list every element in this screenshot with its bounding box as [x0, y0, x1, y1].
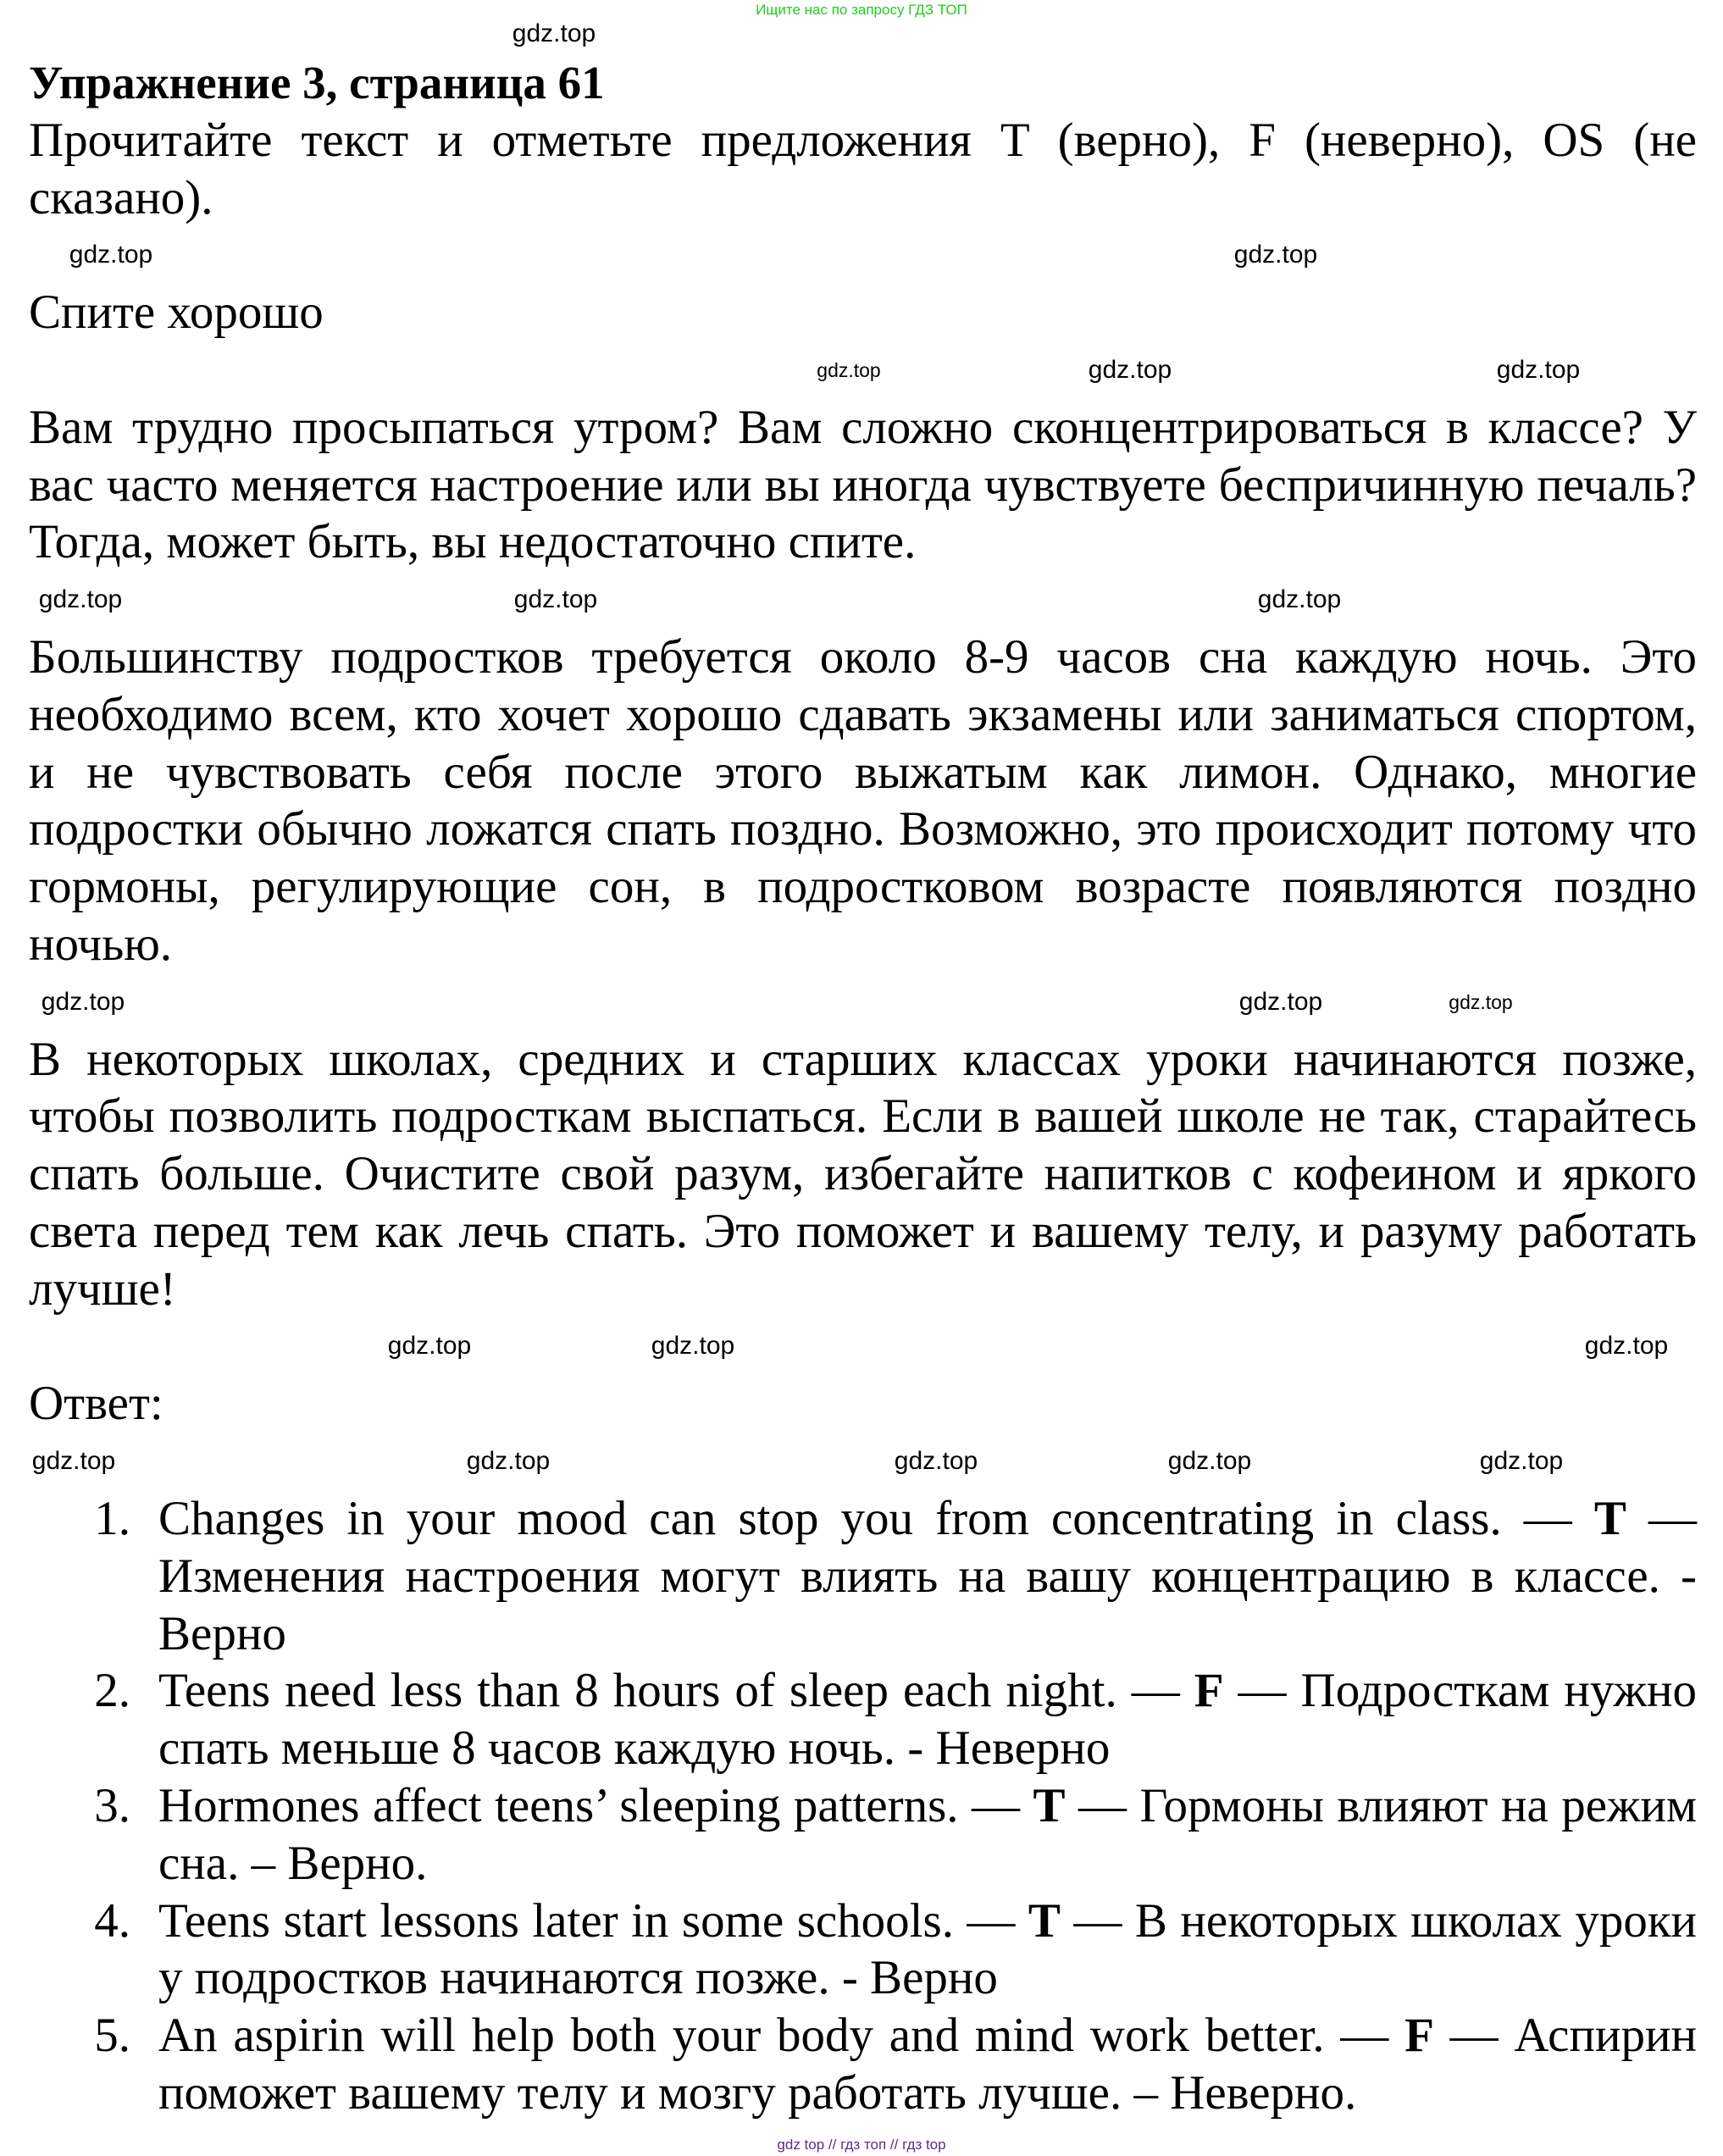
- watermark: gdz.top: [41, 987, 125, 1016]
- answer-label: Ответ:: [29, 1377, 163, 1431]
- item-russian: — Подросткам нужно спать меньше 8 часов каждую ночь. - Неверно: [158, 1664, 1697, 1776]
- watermark: gdz.top: [1167, 1447, 1252, 1476]
- list-item: [29, 1893, 1697, 2008]
- item-mark: T: [1593, 1491, 1626, 1545]
- blank-line: [29, 973, 1697, 1031]
- search-banner[interactable]: Ищите нас по запросу ГДЗ ТОП: [756, 2, 967, 18]
- item-number: 5.: [94, 2009, 130, 2063]
- blank-line: [29, 1318, 1697, 1376]
- item-number: 2.: [94, 1664, 130, 1718]
- watermark: gdz.top: [1238, 987, 1323, 1016]
- watermark: gdz.top: [38, 585, 123, 614]
- item-english: Teens start lessons later in some schools. —: [158, 1893, 1016, 1948]
- watermark: gdz.top: [387, 1332, 472, 1361]
- text-title: Спите хорошо: [29, 285, 324, 340]
- paragraph: Большинству подростков требуется около 8-9 часов сна каждую ночь. Это необходимо всем, кто хочет хорошо сдавать экзамены или заниматься спортом, и не чувствовать себя после этого выжатым как лимон. Однако, многие подростки обычно ложатся спать поздно. Возможно, это происходит потому что гормоны, регулирующие сон, в подростковом возрасте появляются поздно ночью.: [29, 629, 1697, 971]
- watermark: gdz.top: [1449, 990, 1513, 1013]
- item-mark: F: [1194, 1664, 1224, 1718]
- item-mark: T: [1033, 1778, 1066, 1832]
- watermark: gdz.top: [466, 1447, 551, 1476]
- watermark: gdz.top: [894, 1447, 978, 1476]
- item-russian: — Аспирин поможет вашему телу и мозгу работать лучше. – Неверно.: [158, 2009, 1697, 2120]
- blank-line: [29, 341, 1697, 399]
- item-english: Hormones affect teens’ sleeping patterns. —: [158, 1778, 1021, 1832]
- blank-line: [29, 1433, 1697, 1490]
- item-english: Changes in your mood can stop you from concentrating in class. —: [158, 1491, 1572, 1545]
- paragraph: Вам трудно просыпаться утром? Вам сложно сконцентрироваться в классе? У вас часто меняется настроение или вы иногда чувствуете беспричинную печаль? Тогда, может быть, вы недостаточно спите.: [29, 400, 1697, 569]
- watermark: gdz.top: [31, 1447, 116, 1476]
- watermark: gdz.top: [1257, 585, 1342, 614]
- blank-line: [29, 226, 1697, 284]
- item-english: Teens need less than 8 hours of sleep each night. —: [158, 1664, 1180, 1718]
- watermark: gdz.top: [69, 241, 153, 269]
- watermark: gdz.top: [1496, 355, 1581, 384]
- page-title: Упражнение 3, страница 61: [29, 57, 605, 108]
- item-mark: F: [1404, 2009, 1434, 2063]
- item-english: An aspirin will help both your body and mind work better. —: [158, 2009, 1389, 2063]
- item-russian: — В некоторых школах уроки у подростков начинаются позже. - Верно: [158, 1893, 1698, 2005]
- watermark: gdz.top: [1088, 355, 1172, 384]
- instruction: Прочитайте текст и отметьте предложения T (верно), F (неверно), OS (не сказано).: [29, 113, 1697, 224]
- item-number: 3.: [94, 1778, 130, 1832]
- item-russian: — Гормоны влияют на режим сна. – Верно.: [158, 1778, 1698, 1890]
- watermark: gdz.top: [651, 1332, 735, 1361]
- watermark: gdz.top: [1479, 1447, 1564, 1476]
- watermark: gdz.top: [1584, 1332, 1669, 1361]
- item-russian: — Изменения настроения могут влиять на вашу концентрацию в классе. - Верно: [158, 1491, 1697, 1660]
- watermark: gdz.top: [1233, 241, 1318, 269]
- watermark: gdz.top: [513, 585, 598, 614]
- footer-watermark: gdz top // гдз топ // гдз top: [777, 2137, 946, 2153]
- list-item: [29, 1662, 1697, 1777]
- item-number: 1.: [94, 1491, 130, 1545]
- paragraph: В некоторых школах, средних и старших классах уроки начинаются позже, чтобы позволить подросткам выспаться. Если в вашей школе не так, старайтесь спать больше. Очистите свой разум, избегайте напитков с кофеином и яркого света перед тем как лечь спать. Это поможет и вашему телу, и разуму работать лучше!: [29, 1032, 1697, 1316]
- answer-list: [29, 1490, 1697, 2122]
- list-item: [29, 1490, 1697, 1662]
- list-item: [29, 2007, 1697, 2122]
- item-mark: T: [1028, 1893, 1061, 1948]
- item-number: 4.: [94, 1893, 130, 1948]
- watermark: gdz.top: [817, 358, 881, 381]
- blank-line: [29, 571, 1697, 629]
- document-content: [29, 54, 1697, 2122]
- watermark: gdz.top: [512, 19, 596, 47]
- list-item: [29, 1777, 1697, 1893]
